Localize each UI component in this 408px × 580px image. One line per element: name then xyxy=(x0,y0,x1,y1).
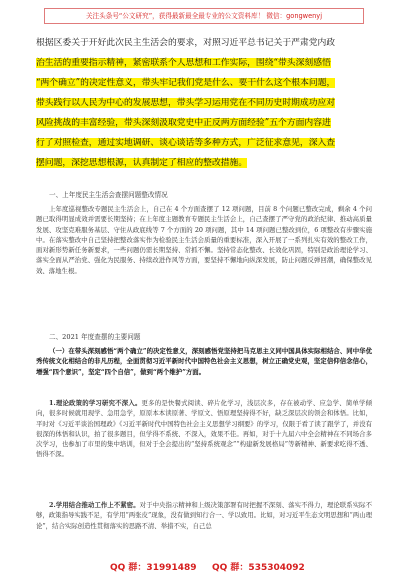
item-1-paragraph xyxy=(36,398,372,460)
section-2-title: 二、2021 年度查摆的主要问题 xyxy=(49,333,141,341)
intro-line-7 xyxy=(36,154,372,173)
intro-text-4: 带头践行以人民为中心的发展思想，带头学习运用党在不同历史时期成功应对 xyxy=(36,98,336,108)
intro-line-1 xyxy=(36,34,372,53)
item-2-paragraph xyxy=(36,500,372,531)
intro-text-6: 行了对照检查，通过实地调研、谈心谈话等多种方式，广泛征求意见，深入查 xyxy=(36,138,336,148)
item-1-body: 更多的是快餐式阅读、碎片化学习，浅层次多，存在被动学、应急学、简单学倾向，很多时候就用现学、急用急学，原原本本读原著、学原文、悟原理坚持得不好，缺乏深层次的领会和体悟。比如，平时对《习近平谈治国理政》《习近平新时代中国特色社会主义思想学习纲要》的学习，仅限于看了读了跟学了，并没有很深的体悟和认识，拍了很多题目，但学得不系统、不深入，效果不佳。再如，对于十九届六中全会精神在不同场合多次学习，也参加了市里的集中培训，但对于全会提出的“坚持系统观念”“构建新发展格局”等新精神、新要求吃得不透、悟得不深。 xyxy=(36,399,373,459)
intro-text-5: 风险挑战的丰富经验，带头深刻汲取党史中正反两方面经验”五个方面内容进 xyxy=(36,118,331,128)
item-2-body: 对于中央指示精神和上级决策部署有时把握不深刻、落实不得力，理论联系实际不够，政策指导实践不足，有学用“两张皮”现象，没有做到知行合一、学以致用。比如，对习近平生态文明思想和“两山理论”，结合实际创造性贯彻落实的思路不清、举措不实，自己总 xyxy=(36,501,373,530)
intro-line-3 xyxy=(36,74,372,93)
intro-line-6 xyxy=(36,134,372,153)
intro-text-3: “两个确立”的决定性意义，带头牢记我们党是什么、要干什么这个根本问题， xyxy=(36,78,336,88)
intro-line-2 xyxy=(36,54,372,73)
footer-qq-2: QQ 群：535304092 xyxy=(212,563,305,573)
intro-text-1: 根据区委关于开好此次民主生活会的要求，对照习近平总书记关于严肃党内政 xyxy=(36,38,336,48)
item-2-lead: 2.学用结合推动工作上不紧密。 xyxy=(49,501,140,509)
section-1-title: 一、上年度民主生活会查摆问题整改情况 xyxy=(49,191,168,199)
section-2-subheading: （一）在带头深刻感悟“两个确立”的决定性意义，深刻感悟党坚持把马克思主义同中国具体实际相结合、同中华优秀传统文化相结合的非凡历程，全面贯彻习近平新时代中国特色社会主义思想，树立正确党史观，坚定信仰信念信心，增强“四个意识”，坚定“四个自信”，做到“两个维护”方面。 xyxy=(36,347,372,376)
intro-line-5 xyxy=(36,114,372,133)
footer xyxy=(0,560,408,574)
intro-line-4 xyxy=(36,94,372,113)
intro-text-2: 治生活的重要指示精神，紧密联系个人思想和工作实际，围绕“带头深刻感悟 xyxy=(36,58,331,68)
watermark-banner: 关注头条号“公文研究”，获得最新最全最专业的公文资料库！ 微信：gongwenyj xyxy=(44,8,364,24)
section-1-paragraph: 上年度巡视整改专题民主生活会上，自己在 4 个方面查摆了 12 项问题，目前 8 个问题已整改完成，剩余 4 个问题已取得明显成效并需要长期坚持；在上年度主题教育专题民主生活会上，自己查摆了严守党的政治纪律、推动高质量发展、攻坚克难服务基层、守住从政底线等 7 个方面的 20 项问题，其中 14 项问题已整改到位，6 项整改有步骤实施中。在落实整改中自己坚持把整改落实作为检验民主生活会质量的重要标准，深入开展了一系列扎实有效的整改工作，面对新形势新任务新要求，一些问题仍需长期坚持、常抓不懈。坚持常态化整改、长效化巩固，特别是政治理论学习、落实全面从严治党、强化为民服务、持续改进作风等方面，要坚持不懈地向纵深发展，防止问题反弹回潮，确保整改见效、落地生根。 xyxy=(36,205,372,275)
footer-qq-1: QQ 群：31991489 xyxy=(110,563,197,573)
intro-text-7: 摆问题，深挖思想根源，认真制定了相应的整改措施。 xyxy=(36,158,248,168)
item-1-lead: 1.理论政策的学习研究不深入。 xyxy=(49,399,142,407)
